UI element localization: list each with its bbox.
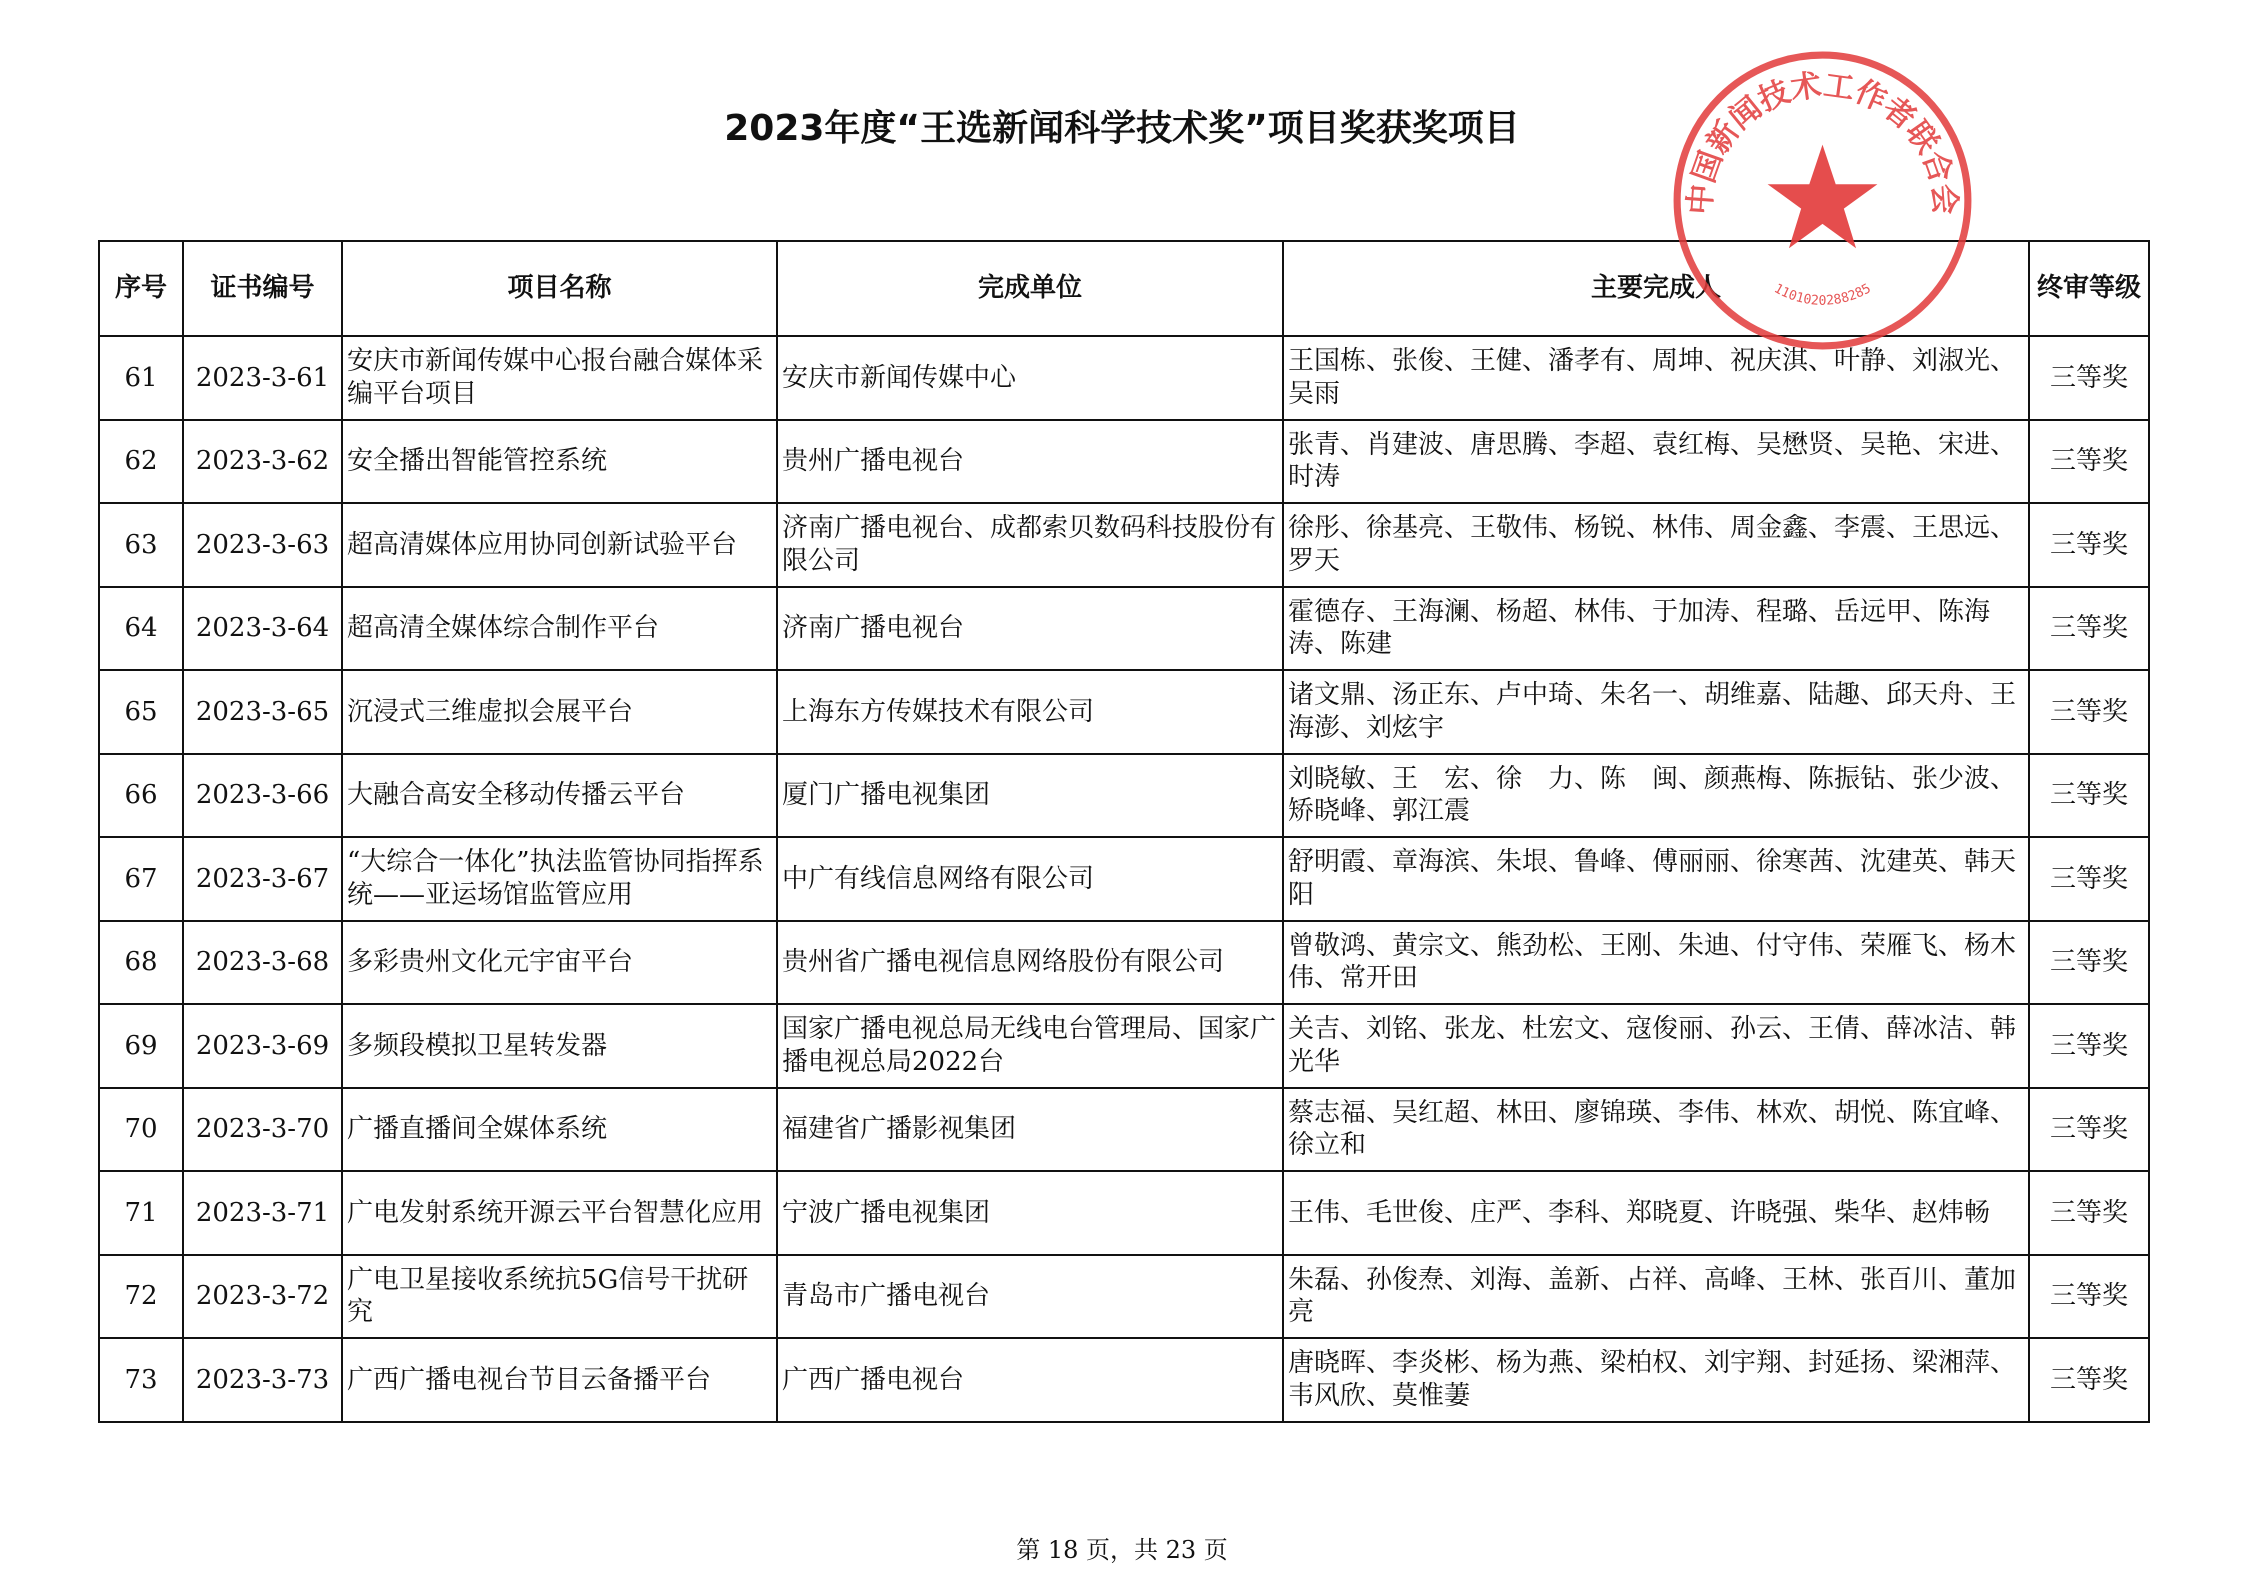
- cell-people: 刘晓敏、王 宏、徐 力、陈 闽、颜燕梅、陈振钻、张少波、矫晓峰、郭江震: [1283, 754, 2029, 838]
- cell-unit: 贵州省广播电视信息网络股份有限公司: [777, 921, 1283, 1005]
- cell-no: 69: [99, 1004, 183, 1088]
- seal-org-text: 中国新闻技术工作者联合会: [1682, 68, 1963, 216]
- cell-level: 三等奖: [2029, 921, 2149, 1005]
- cell-level: 三等奖: [2029, 1004, 2149, 1088]
- header-level: 终审等级: [2029, 241, 2149, 336]
- cell-people: 蔡志福、吴红超、林田、廖锦瑛、李伟、林欢、胡悦、陈宜峰、徐立和: [1283, 1088, 2029, 1172]
- header-unit: 完成单位: [777, 241, 1283, 336]
- cell-unit: 贵州广播电视台: [777, 420, 1283, 504]
- cell-people: 唐晓晖、李炎彬、杨为燕、梁柏权、刘宇翔、封延扬、梁湘萍、韦风欣、莫惟萋: [1283, 1338, 2029, 1422]
- table-row: [99, 587, 2149, 671]
- cell-people: 张青、肖建波、唐思腾、李超、袁红梅、吴懋贤、吴艳、宋进、时涛: [1283, 420, 2029, 504]
- cell-unit: 上海东方传媒技术有限公司: [777, 670, 1283, 754]
- cell-unit: 中广有线信息网络有限公司: [777, 837, 1283, 921]
- table-row: [99, 336, 2149, 420]
- cell-people: 王国栋、张俊、王健、潘孝有、周坤、祝庆淇、叶静、刘淑光、吴雨: [1283, 336, 2029, 420]
- cell-level: 三等奖: [2029, 1088, 2149, 1172]
- cell-people: 关吉、刘铭、张龙、杜宏文、寇俊丽、孙云、王倩、薛冰洁、韩光华: [1283, 1004, 2029, 1088]
- cell-project: 多频段模拟卫星转发器: [342, 1004, 777, 1088]
- awards-table: [98, 240, 2150, 1423]
- cell-unit: 青岛市广播电视台: [777, 1255, 1283, 1339]
- table-row: [99, 1004, 2149, 1088]
- cell-unit: 济南广播电视台、成都索贝数码科技股份有限公司: [777, 503, 1283, 587]
- cell-people: 诸文鼎、汤正东、卢中琦、朱名一、胡维嘉、陆趣、邱天舟、王海澎、刘炫宇: [1283, 670, 2029, 754]
- cell-unit: 广西广播电视台: [777, 1338, 1283, 1422]
- cell-project: 广西广播电视台节目云备播平台: [342, 1338, 777, 1422]
- header-project: 项目名称: [342, 241, 777, 336]
- cell-cert: 2023-3-64: [183, 587, 342, 671]
- cell-project: 广电发射系统开源云平台智慧化应用: [342, 1171, 777, 1255]
- table-row: [99, 1338, 2149, 1422]
- cell-cert: 2023-3-72: [183, 1255, 342, 1339]
- cell-project: 广电卫星接收系统抗5G信号干扰研究: [342, 1255, 777, 1339]
- cell-cert: 2023-3-65: [183, 670, 342, 754]
- cell-no: 66: [99, 754, 183, 838]
- cell-level: 三等奖: [2029, 670, 2149, 754]
- cell-level: 三等奖: [2029, 754, 2149, 838]
- cell-people: 舒明霞、章海滨、朱垠、鲁峰、傅丽丽、徐寒茜、沈建英、韩天阳: [1283, 837, 2029, 921]
- header-cert: 证书编号: [183, 241, 342, 336]
- table-header-row: [99, 241, 2149, 336]
- cell-people: 朱磊、孙俊焘、刘海、盖新、占祥、高峰、王林、张百川、董加亮: [1283, 1255, 2029, 1339]
- table-row: [99, 754, 2149, 838]
- cell-level: 三等奖: [2029, 837, 2149, 921]
- cell-unit: 宁波广播电视集团: [777, 1171, 1283, 1255]
- cell-no: 67: [99, 837, 183, 921]
- cell-unit: 济南广播电视台: [777, 587, 1283, 671]
- cell-project: 超高清全媒体综合制作平台: [342, 587, 777, 671]
- cell-unit: 安庆市新闻传媒中心: [777, 336, 1283, 420]
- table-row: [99, 420, 2149, 504]
- cell-no: 68: [99, 921, 183, 1005]
- cell-level: 三等奖: [2029, 503, 2149, 587]
- cell-project: 多彩贵州文化元宇宙平台: [342, 921, 777, 1005]
- cell-no: 73: [99, 1338, 183, 1422]
- cell-project: “大综合一体化”执法监管协同指挥系统——亚运场馆监管应用: [342, 837, 777, 921]
- cell-unit: 厦门广播电视集团: [777, 754, 1283, 838]
- cell-people: 曾敬鸿、黄宗文、熊劲松、王刚、朱迪、付守伟、荣雁飞、杨木伟、常开田: [1283, 921, 2029, 1005]
- cell-no: 70: [99, 1088, 183, 1172]
- cell-unit: 国家广播电视总局无线电台管理局、国家广播电视总局2022台: [777, 1004, 1283, 1088]
- cell-level: 三等奖: [2029, 587, 2149, 671]
- cell-no: 64: [99, 587, 183, 671]
- cell-project: 广播直播间全媒体系统: [342, 1088, 777, 1172]
- cell-cert: 2023-3-66: [183, 754, 342, 838]
- table-row: [99, 921, 2149, 1005]
- page-number: 第 18 页，共 23 页: [1016, 1536, 1228, 1564]
- table-body: [99, 336, 2149, 1422]
- cell-cert: 2023-3-71: [183, 1171, 342, 1255]
- cell-cert: 2023-3-61: [183, 336, 342, 420]
- table-row: [99, 670, 2149, 754]
- cell-cert: 2023-3-73: [183, 1338, 342, 1422]
- cell-cert: 2023-3-62: [183, 420, 342, 504]
- cell-people: 霍德存、王海澜、杨超、林伟、于加涛、程璐、岳远甲、陈海涛、陈建: [1283, 587, 2029, 671]
- table-row: [99, 1088, 2149, 1172]
- cell-project: 安全播出智能管控系统: [342, 420, 777, 504]
- star-icon: [1768, 145, 1878, 249]
- seal-code-text: 1101020288285: [1771, 281, 1874, 309]
- cell-cert: 2023-3-67: [183, 837, 342, 921]
- cell-unit: 福建省广播影视集团: [777, 1088, 1283, 1172]
- cell-level: 三等奖: [2029, 336, 2149, 420]
- cell-cert: 2023-3-68: [183, 921, 342, 1005]
- cell-project: 大融合高安全移动传播云平台: [342, 754, 777, 838]
- cell-level: 三等奖: [2029, 420, 2149, 504]
- cell-level: 三等奖: [2029, 1338, 2149, 1422]
- cell-cert: 2023-3-70: [183, 1088, 342, 1172]
- cell-cert: 2023-3-69: [183, 1004, 342, 1088]
- table-row: [99, 1171, 2149, 1255]
- table-row: [99, 503, 2149, 587]
- cell-cert: 2023-3-63: [183, 503, 342, 587]
- document-title: 2023年度“王选新闻科学技术奖”项目奖获奖项目: [724, 108, 1520, 149]
- table-row: [99, 837, 2149, 921]
- cell-people: 徐彤、徐基亮、王敬伟、杨锐、林伟、周金鑫、李震、王思远、罗天: [1283, 503, 2029, 587]
- cell-no: 63: [99, 503, 183, 587]
- cell-project: 安庆市新闻传媒中心报台融合媒体采编平台项目: [342, 336, 777, 420]
- cell-no: 72: [99, 1255, 183, 1339]
- table-row: [99, 1255, 2149, 1339]
- header-people: 主要完成人: [1283, 241, 2029, 336]
- cell-no: 61: [99, 336, 183, 420]
- cell-level: 三等奖: [2029, 1171, 2149, 1255]
- cell-no: 65: [99, 670, 183, 754]
- cell-people: 王伟、毛世俊、庄严、李科、郑晓夏、许晓强、柴华、赵炜畅: [1283, 1171, 2029, 1255]
- cell-project: 超高清媒体应用协同创新试验平台: [342, 503, 777, 587]
- cell-no: 62: [99, 420, 183, 504]
- cell-no: 71: [99, 1171, 183, 1255]
- cell-level: 三等奖: [2029, 1255, 2149, 1339]
- cell-project: 沉浸式三维虚拟会展平台: [342, 670, 777, 754]
- header-no: 序号: [99, 241, 183, 336]
